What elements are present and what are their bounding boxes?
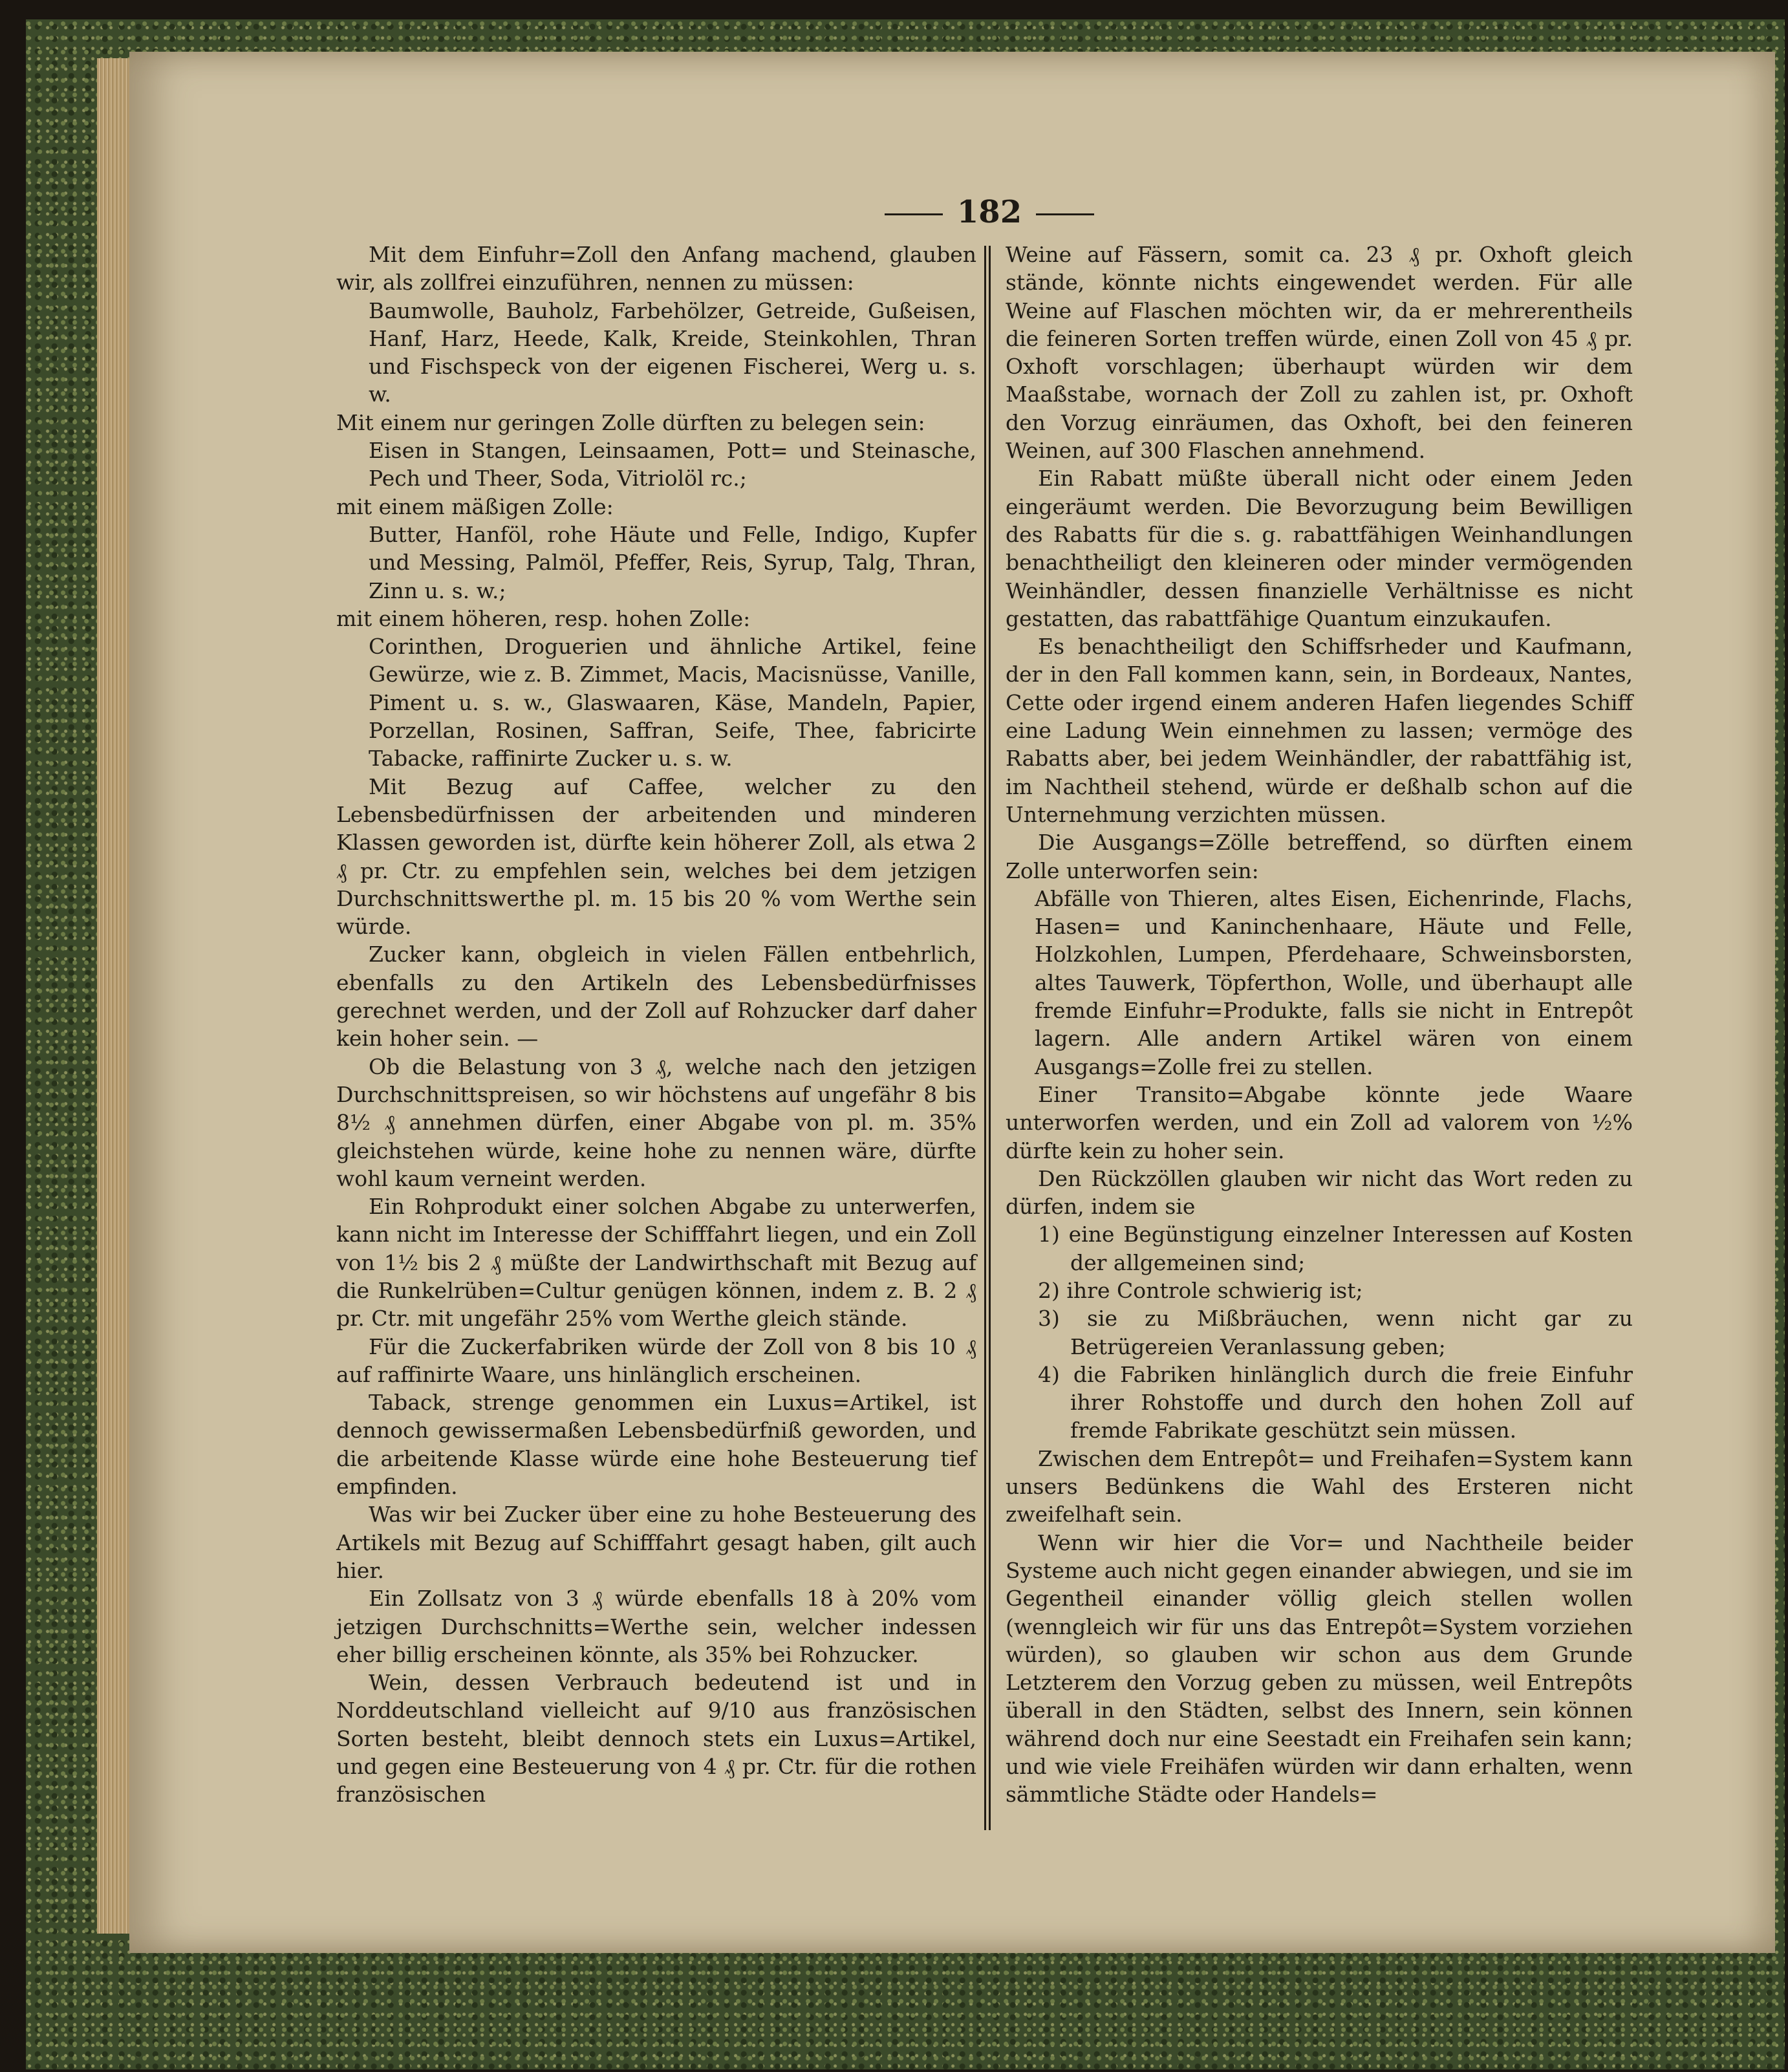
paragraph: Baumwolle, Bauholz, Farbehölzer, Getreide, Gußeisen, Hanf, Harz, Heede, Kalk, Kreide, Steinkohlen, Thran und Fischspeck von der eigenen Fischerei, Werg u. s. w. xyxy=(369,297,976,407)
paragraph: 2) ihre Controle schwierig ist; xyxy=(1038,1277,1363,1303)
paragraph: Mit einem nur geringen Zolle dürften zu belegen sein: xyxy=(336,409,925,435)
paragraph: Zucker kann, obgleich in vielen Fällen entbehrlich, ebenfalls zu den Artikeln des Lebensbedürfnisses gerechnet werden, und der Zoll auf Rohzucker darf daher kein hoher sein. — xyxy=(336,942,976,1052)
paragraph: mit einem höheren, resp. hohen Zolle: xyxy=(336,605,751,631)
paragraph: Was wir bei Zucker über eine zu hohe Besteuerung des Artikels mit Bezug auf Schifffahrt gesagt haben, gilt auch hier. xyxy=(336,1502,976,1583)
paragraph: Einer Transito=Abgabe könnte jede Waare unterworfen werden, und ein Zoll ad valorem von ½% dürfte kein zu hoher sein. xyxy=(1006,1081,1633,1163)
paragraph: Mit dem Einfuhr=Zoll den Anfang machend, glauben wir, als zollfrei einzuführen, nennen zu müssen: xyxy=(336,242,976,296)
column-divider xyxy=(984,246,991,1830)
paragraph: Butter, Hanföl, rohe Häute und Felle, Indigo, Kupfer und Messing, Palmöl, Pfeffer, Reis, Syrup, Talg, Thran, Zinn u. s. w.; xyxy=(369,521,976,603)
paragraph: Die Ausgangs=Zölle betreffend, so dürften einem Zolle unterworfen sein: xyxy=(1006,830,1633,883)
paragraph: Wein, dessen Verbrauch bedeutend ist und in Norddeutschland vielleicht auf 9/10 aus französischen Sorten besteht, bleibt dennoch stets ein Luxus=Artikel, und gegen eine Besteuerung von 4 ₰ pr. Ctr. für die rothen französischen xyxy=(336,1670,976,1808)
paragraph: Zwischen dem Entrepôt= und Freihafen=System kann unsers Bedünkens die Wahl des Ersteren nicht zweifelhaft sein. xyxy=(1006,1445,1633,1527)
right-column xyxy=(1006,241,1633,1809)
paragraph: Corinthen, Droguerien und ähnliche Artikel, feine Gewürze, wie z. B. Zimmet, Macis, Macisnüsse, Vanille, Piment u. s. w., Glaswaaren, Käse, Mandeln, Papier, Porzellan, Rosinen, Saffran, Seife, Thee, fabricirte Tabacke, raffinirte Zucker u. s. w. xyxy=(369,634,976,772)
paragraph: Weine auf Fässern, somit ca. 23 ₰ pr. Oxhoft gleich stände, könnte nichts eingewendet werden. Für alle Weine auf Flaschen möchten wir, da er mehrerentheils die feineren Sorten treffen würde, einen Zoll von 45 ₰ pr. Oxhoft vorschlagen; überhaupt würden wir dem Maaßstabe, wornach der Zoll zu zahlen ist, pr. Oxhoft den Vorzug einräumen, das Oxhoft, bei den feineren Weinen, auf 300 Flaschen annehmend. xyxy=(1006,242,1633,464)
paragraph: mit einem mäßigen Zolle: xyxy=(336,493,614,519)
paragraph: Ein Rohprodukt einer solchen Abgabe zu unterwerfen, kann nicht im Interesse der Schifffahrt liegen, und ein Zoll von 1½ bis 2 ₰ müßte der Landwirthschaft mit Bezug auf die Runkelrüben=Cultur genügen können, indem z. B. 2 ₰ pr. Ctr. mit ungefähr 25% vom Werthe gleich stände. xyxy=(336,1194,976,1332)
paragraph: Ein Rabatt müßte überall nicht oder einem Jeden eingeräumt werden. Die Bevorzugung beim Bewilligen des Rabatts für die s. g. rabattfähigen Weinhandlungen benachtheiligt den kleineren oder minder vermögenden Weinhändler, dessen finanzielle Verhältnisse es nicht gestatten, das rabattfähige Quantum einzukaufen. xyxy=(1006,466,1633,631)
paragraph: 4) die Fabriken hinlänglich durch die freie Einfuhr ihrer Rohstoffe und durch den hohen Zoll auf fremde Fabrikate geschützt sein müssen. xyxy=(1038,1361,1633,1443)
paragraph: Wenn wir hier die Vor= und Nachtheile beider Systeme auch nicht gegen einander abwiegen, und sie im Gegentheil einander völlig gleich stellen wollen (wenngleich wir für uns das Entrepôt=System vorziehen würden), so glauben wir schon aus dem Grunde Letzterem den Vorzug geben zu müssen, weil Entrepôts überall in den Städten, selbst des Innern, sein können während doch nur eine Seestadt ein Freihafen sein kann; und wie viele Freihäfen würden wir dann erhalten, wenn sämmtliche Städte oder Handels= xyxy=(1006,1529,1633,1808)
paragraph: Taback, strenge genommen ein Luxus=Artikel, ist dennoch gewissermaßen Lebensbedürfniß geworden, und die arbeitende Klasse würde eine hohe Besteuerung tief empfinden. xyxy=(336,1390,976,1500)
paragraph: Abfälle von Thieren, altes Eisen, Eichenrinde, Flachs, Hasen= und Kaninchenhaare, Häute und Felle, Holzkohlen, Lumpen, Pferdehaare, Schweinsborsten, altes Tauwerk, Töpferthon, Wolle, und überhaupt alle fremde Einfuhr=Produkte, falls sie nicht in Entrepôt lagern. Alle andern Artikel wären von einem Ausgangs=Zolle frei zu stellen. xyxy=(1035,885,1633,1079)
page-header xyxy=(860,194,1119,230)
paragraph: Eisen in Stangen, Leinsaamen, Pott= und Steinasche, Pech und Theer, Soda, Vitriolöl rc.; xyxy=(369,438,976,491)
paragraph: Ein Zollsatz von 3 ₰ würde ebenfalls 18 à 20% vom jetzigen Durchschnitts=Werthe sein, welcher indessen eher billig erscheinen könnte, als 35% bei Rohzucker. xyxy=(336,1586,976,1667)
header-dash-right xyxy=(1036,213,1094,215)
paragraph: 3) sie zu Mißbräuchen, wenn nicht gar zu Betrügereien Veranlassung geben; xyxy=(1038,1306,1633,1359)
paragraph: Für die Zuckerfabriken würde der Zoll von 8 bis 10 ₰ auf raffinirte Waare, uns hinlänglich erscheinen. xyxy=(336,1333,976,1387)
paragraph: Den Rückzöllen glauben wir nicht das Wort reden zu dürfen, indem sie xyxy=(1006,1165,1633,1220)
paragraph: 1) eine Begünstigung einzelner Interessen auf Kosten der allgemeinen sind; xyxy=(1038,1222,1633,1275)
paragraph: Es benachtheiligt den Schiffsrheder und Kaufmann, der in den Fall kommen kann, sein, in Bordeaux, Nantes, Cette oder irgend einem anderen Hafen liegendes Schiff eine Ladung Wein einnehmen zu lassen; vermöge des Rabatts aber, bei jedem Weinhändler, der rabattfähig ist, im Nachtheil stehend, würde er deßhalb schon auf die Unternehmung verzichten müssen. xyxy=(1006,634,1633,827)
header-dash-left xyxy=(885,213,943,215)
paragraph: Mit Bezug auf Caffee, welcher zu den Lebensbedürfnissen der arbeitenden und minderen Klassen geworden ist, dürfte kein höherer Zoll, als etwa 2 ₰ pr. Ctr. zu empfehlen sein, welches bei dem jetzigen Durchschnittswerthe pl. m. 15 bis 20 % vom Werthe sein würde. xyxy=(336,773,976,940)
left-column xyxy=(336,241,976,1809)
paragraph: Ob die Belastung von 3 ₰, welche nach den jetzigen Durchschnittspreisen, so wir höchstens auf ungefähr 8 bis 8½ ₰ annehmen dürfen, einer Abgabe von pl. m. 35% gleichstehen würde, keine hohe zu nennen wäre, dürfte wohl kaum verneint werden. xyxy=(336,1053,976,1191)
page-number: 182 xyxy=(956,194,1022,230)
